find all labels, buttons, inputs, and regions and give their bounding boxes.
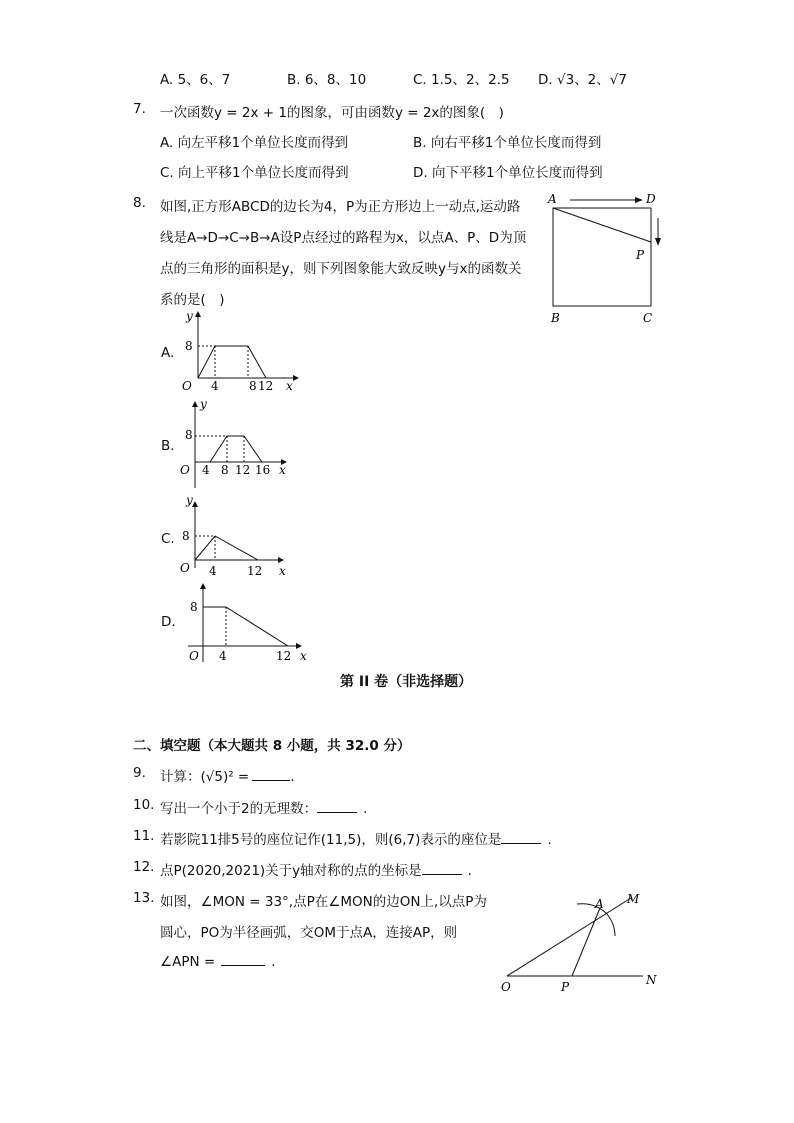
q8-graph-d-o: O bbox=[189, 649, 199, 663]
q11-line bbox=[160, 828, 552, 848]
q13-label-n: N bbox=[646, 973, 657, 987]
q8-label-p: P bbox=[636, 248, 645, 262]
q8-number: 8. bbox=[133, 195, 146, 211]
q8-graph-b-tick-16: 16 bbox=[255, 463, 271, 477]
q13-angle-figure bbox=[495, 888, 665, 998]
q10-line bbox=[160, 797, 367, 817]
q8-label-b: B bbox=[551, 311, 560, 325]
q8-line-4: 系的是( ) bbox=[160, 292, 225, 308]
q9-blank[interactable] bbox=[252, 768, 290, 781]
q8-graph-a-o: O bbox=[182, 379, 192, 393]
q8-graph-b-x: x bbox=[279, 463, 286, 477]
q8-graph-b-tick-12: 12 bbox=[235, 463, 251, 477]
fill-in-header: 二、填空题（本大题共 8 小题，共 32.0 分） bbox=[133, 738, 411, 754]
q7-number: 7. bbox=[133, 101, 146, 117]
q8-graph-c-tick-4: 4 bbox=[209, 564, 217, 578]
q11-period: . bbox=[547, 832, 552, 848]
q8-label-a: A bbox=[548, 192, 557, 206]
q8-graph-a-yval: 8 bbox=[185, 339, 193, 353]
q6-option-b: B. 6、8、10 bbox=[287, 72, 367, 88]
q8-graph-a-tick-8: 8 bbox=[249, 379, 257, 393]
q13-label-o: O bbox=[501, 980, 511, 994]
q8-line-3: 点的三角形的面积是y，则下列图象能大致反映y与x的函数关 bbox=[160, 261, 522, 277]
q9-number: 9. bbox=[133, 765, 146, 781]
q12-blank[interactable] bbox=[422, 862, 462, 875]
q12-period: . bbox=[467, 863, 472, 879]
q13-line-1: 如图，∠MON = 33°,点P在∠MON的边ON上,以点P为 bbox=[160, 894, 487, 910]
q13-blank[interactable] bbox=[221, 953, 265, 966]
q8-graph-a-y: y bbox=[186, 309, 193, 323]
q13-line-3 bbox=[160, 953, 275, 970]
q9-line bbox=[160, 765, 295, 785]
q13-label-m: M bbox=[627, 892, 640, 906]
q8-graph-d-yval: 8 bbox=[190, 600, 198, 614]
q8-line-1: 如图,正方形ABCD的边长为4，P为正方形边上一动点,运动路 bbox=[160, 199, 521, 215]
q13-number: 13. bbox=[133, 890, 155, 906]
q8-graph-c-o: O bbox=[180, 561, 190, 575]
q8-graph-b-label: B. bbox=[161, 438, 175, 454]
q10-period: . bbox=[363, 801, 368, 817]
q10-number: 10. bbox=[133, 797, 155, 813]
q8-graph-c-y: y bbox=[186, 493, 193, 507]
q6-option-a: A. 5、6、7 bbox=[160, 72, 231, 88]
q8-square-figure bbox=[540, 188, 670, 328]
q7-option-b: B. 向右平移1个单位长度而得到 bbox=[413, 135, 602, 151]
q8-label-c: C bbox=[643, 311, 653, 325]
q8-graph-a-tick-12: 12 bbox=[258, 379, 274, 393]
q8-graph-b-tick-4: 4 bbox=[202, 463, 210, 477]
q12-line bbox=[160, 859, 472, 879]
q8-graph-b-yval: 8 bbox=[185, 428, 193, 442]
q13-period: . bbox=[271, 954, 276, 970]
q13-line-2: 圆心，PO为半径画弧，交OM于点A，连接AP，则 bbox=[160, 925, 458, 941]
q8-graph-d-tick-4: 4 bbox=[219, 649, 227, 663]
q7-option-d: D. 向下平移1个单位长度而得到 bbox=[413, 165, 603, 181]
q8-graph-a-label: A. bbox=[161, 345, 175, 361]
q8-graph-b bbox=[178, 396, 303, 488]
q7-stem: 一次函数y = 2x + 1的图象，可由函数y = 2x的图象( ) bbox=[160, 105, 504, 121]
q8-graph-d bbox=[178, 580, 313, 665]
q8-graph-c bbox=[178, 490, 303, 580]
q8-graph-b-o: O bbox=[180, 463, 190, 477]
q10-text: 写出一个小于2的无理数： bbox=[160, 801, 318, 817]
q8-graph-c-label: C. bbox=[161, 531, 175, 547]
q6-option-d: D. √3、2、√7 bbox=[538, 72, 627, 88]
q13-label-p: P bbox=[561, 980, 570, 994]
q7-option-c: C. 向上平移1个单位长度而得到 bbox=[160, 165, 349, 181]
q7-option-a: A. 向左平移1个单位长度而得到 bbox=[160, 135, 349, 151]
q8-graph-a bbox=[178, 308, 303, 393]
q8-graph-a-tick-4: 4 bbox=[211, 379, 219, 393]
q6-option-c: C. 1.5、2、2.5 bbox=[413, 72, 510, 88]
q8-graph-c-x: x bbox=[279, 564, 286, 578]
q12-text: 点P(2020,2021)关于y轴对称的点的坐标是 bbox=[160, 863, 422, 879]
q8-line-2: 线是A→D→C→B→A设P点经过的路程为x，以点A、P、D为顶 bbox=[160, 230, 527, 246]
q8-graph-a-x: x bbox=[286, 379, 293, 393]
section2-title: 第 II 卷（非选择题） bbox=[340, 674, 473, 690]
q9-text: 计算：(√5)² = bbox=[160, 769, 250, 785]
q8-graph-c-tick-12: 12 bbox=[247, 564, 263, 578]
q8-label-d: D bbox=[646, 192, 656, 206]
q12-number: 12. bbox=[133, 859, 155, 875]
q13-label-a: A bbox=[595, 897, 604, 911]
q11-number: 11. bbox=[133, 828, 155, 844]
q8-graph-d-tick-12: 12 bbox=[276, 649, 292, 663]
q8-graph-b-tick-8: 8 bbox=[221, 463, 229, 477]
q10-blank[interactable] bbox=[317, 800, 357, 813]
q13-text: ∠APN = bbox=[160, 954, 216, 970]
q8-graph-d-label: D. bbox=[161, 614, 176, 630]
q9-period: . bbox=[290, 769, 295, 785]
q11-blank[interactable] bbox=[501, 831, 541, 844]
q8-graph-c-yval: 8 bbox=[182, 529, 190, 543]
q8-graph-b-y: y bbox=[200, 397, 207, 411]
q11-text: 若影院11排5号的座位记作(11,5)，则(6,7)表示的座位是 bbox=[160, 832, 502, 848]
q8-graph-d-x: x bbox=[300, 649, 307, 663]
